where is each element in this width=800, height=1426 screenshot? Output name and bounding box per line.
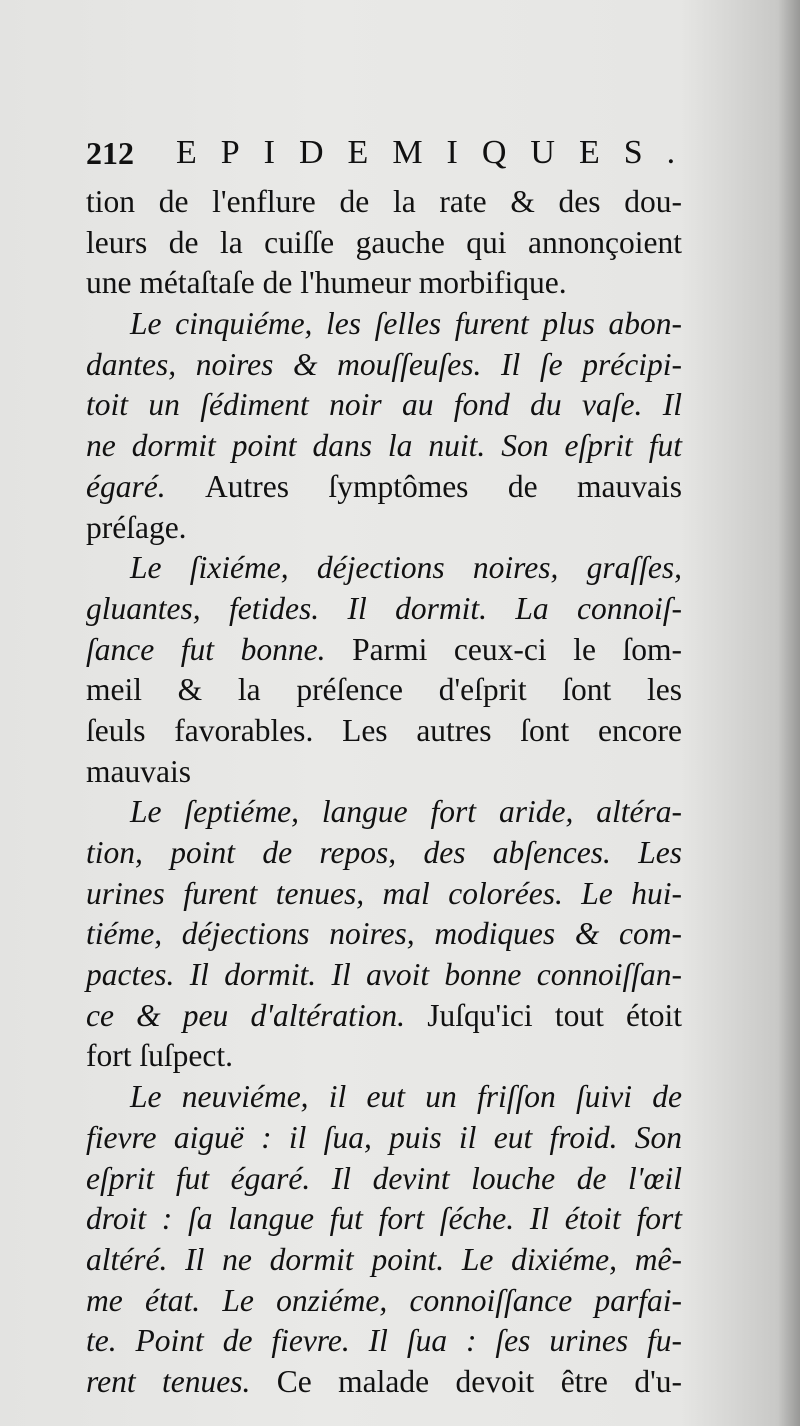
text-line: [86, 385, 682, 426]
text-line: une métaſtaſe de l'humeur morbifique.: [86, 265, 567, 301]
text-line: [86, 833, 682, 874]
text-line: [86, 630, 682, 671]
italic-text: tiéme, déjections noires, modiques & com-: [86, 916, 682, 952]
text-line: [86, 1281, 682, 1322]
italic-text: Le ſixiéme, déjections noires, graſſes,: [130, 550, 682, 586]
roman-text: Parmi ceux-ci le ſom-: [352, 631, 683, 667]
text-line: [86, 1077, 682, 1118]
italic-text: ce & peu d'altération.: [86, 997, 406, 1033]
italic-text: Le neuviéme, il eut un friſſon ſuivi de: [130, 1079, 682, 1115]
text-line: [86, 345, 682, 386]
roman-text: Ce malade devoit être d'u-: [250, 1363, 682, 1399]
italic-text: droit : ſa langue fut fort ſéche. Il étoit fort: [86, 1201, 682, 1237]
italic-text: tion, point de repos, des abſences. Les: [86, 835, 682, 870]
text-line: [86, 1159, 682, 1200]
italic-text: me état. Le onziéme, connoiſſance parfai-: [86, 1282, 682, 1318]
text-line: [86, 589, 682, 630]
text-line: préſage.: [86, 509, 187, 545]
italic-text: gluantes, fetides. Il dormit. La connoiſ-: [86, 590, 682, 626]
text-line: [86, 304, 682, 345]
italic-text: ne dormit point dans la nuit. Son eſprit fut: [86, 428, 682, 464]
text-line: [86, 914, 682, 955]
roman-text: Autres ſymptômes de mauvais: [205, 468, 682, 504]
italic-text: Le cinquiéme, les ſelles furent plus abon-: [130, 306, 682, 342]
text-line: ſeuls favorables. Les autres ſont encore: [86, 712, 682, 748]
running-title: EPIDEMIQUES.: [176, 134, 700, 171]
text-line: [86, 792, 682, 833]
text-line: [86, 955, 682, 996]
italic-text: dantes, noires & mouſſeuſes. Il ſe précipi-: [86, 346, 682, 382]
italic-text: urines furent tenues, mal colorées. Le hui-: [86, 875, 682, 911]
italic-text: eſprit fut égaré. Il devint louche de l'œil: [86, 1160, 682, 1196]
text-line: fort ſuſpect.: [86, 1038, 233, 1074]
text-line: mauvais: [86, 753, 191, 789]
italic-text: rent tenues.: [86, 1363, 251, 1399]
italic-text: te. Point de fievre. Il ſua : ſes urines fu-: [86, 1323, 682, 1359]
page-number: 212: [86, 135, 134, 171]
text-line: [86, 1362, 682, 1403]
text-line: meil & la préſence d'eſprit ſont les: [86, 672, 682, 708]
italic-text: fievre aiguë : il ſua, puis il eut froid. Son: [86, 1119, 682, 1155]
italic-text: pactes. Il dormit. Il avoit bonne connoiſſan-: [86, 957, 682, 993]
roman-text: Juſqu'ici tout étoit: [405, 997, 682, 1033]
body-text: [86, 182, 682, 1403]
text-line: [86, 874, 682, 915]
running-header: [86, 130, 700, 176]
page-edge-shadow: [778, 0, 800, 1426]
text-line: [86, 426, 682, 467]
italic-text: toit un ſédiment noir au fond du vaſe. Il: [86, 387, 682, 423]
text-line: [86, 1321, 682, 1362]
text-line: [86, 996, 682, 1037]
italic-text: Le ſeptiéme, langue fort aride, altéra-: [130, 794, 682, 830]
text-line: [86, 548, 682, 589]
italic-text: ſance fut bonne.: [86, 631, 353, 667]
text-line: [86, 467, 682, 508]
italic-text: altéré. Il ne dormit point. Le dixiéme, mê-: [86, 1241, 682, 1277]
text-line: tion de l'enflure de la rate & des dou-: [86, 184, 682, 219]
italic-text: égaré.: [86, 468, 206, 504]
text-line: leurs de la cuiſſe gauche qui annonçoient: [86, 224, 682, 260]
text-line: [86, 1240, 682, 1281]
text-line: [86, 1199, 682, 1240]
text-line: [86, 1118, 682, 1159]
